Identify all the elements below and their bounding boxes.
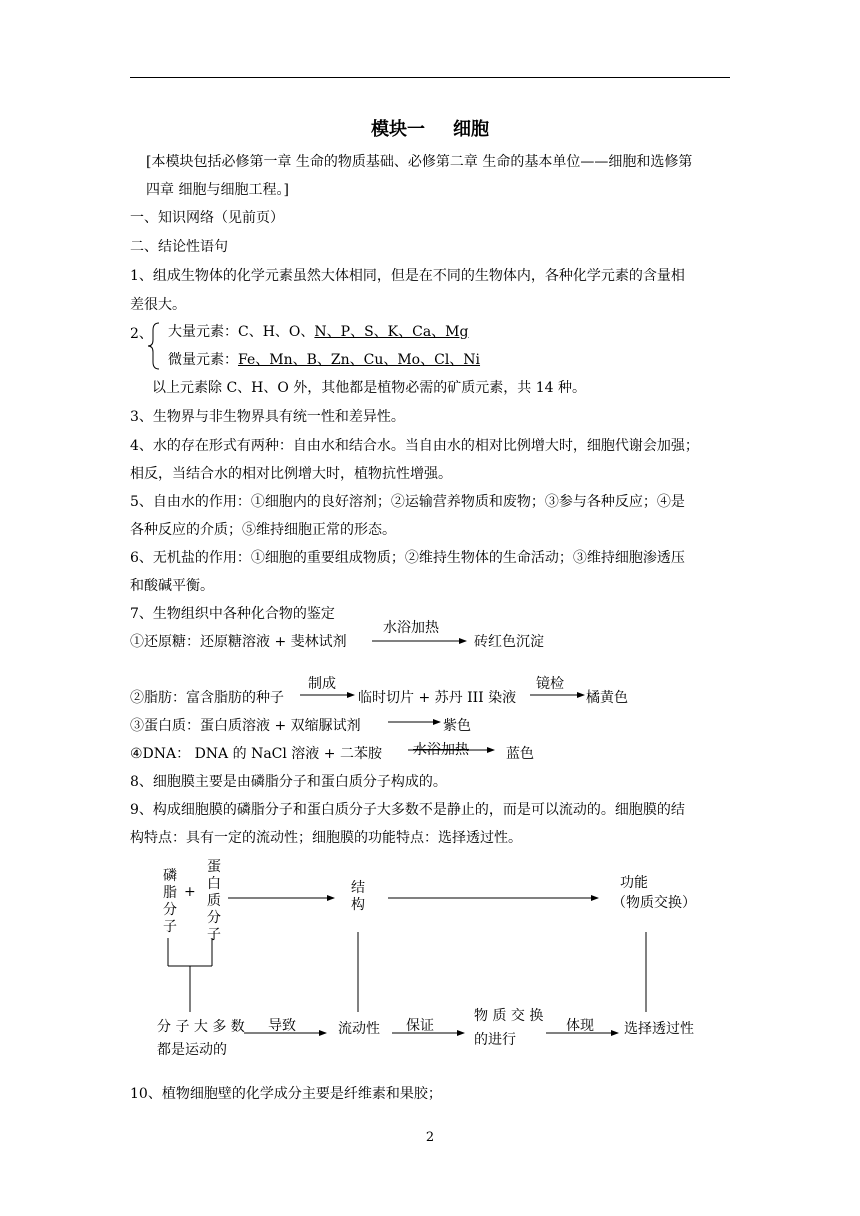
structure-label: 结构: [351, 880, 365, 913]
exchange-line-1: 物 质 交 换: [474, 1008, 544, 1024]
fat-condition-1: 制成: [308, 676, 336, 692]
point-9-line-1: 9、构成细胞膜的磷脂分子和蛋白质分子大多数不是静止的，而是可以流动的。细胞膜的结: [130, 802, 685, 818]
point-2-note: 以上元素除 C、H、O 外，其他都是植物必需的矿质元素，共 14 种。: [152, 380, 587, 396]
macro-elements: [168, 322, 468, 342]
title-part-1: 模块一: [371, 119, 425, 140]
point-10: 10、植物细胞壁的化学成分主要是纤维素和果胶；: [130, 1086, 442, 1102]
molecules-moving-line-1: 分 子 大 多 数: [157, 1019, 245, 1035]
dna-result: 蓝色: [506, 746, 534, 762]
point-8: 8、细胞膜主要是由磷脂分子和蛋白质分子构成的。: [130, 774, 447, 790]
section-2-heading: 二、结论性语句: [130, 239, 228, 255]
point-1-line-1: 1、组成生物体的化学元素虽然大体相同，但是在不同的生物体内，各种化学元素的含量相: [130, 268, 685, 284]
micro-elements: [168, 350, 480, 370]
intro-line-2: 四章 细胞与细胞工程。]: [146, 182, 289, 198]
sugar-condition: 水浴加热: [383, 620, 439, 636]
function-label: 功能: [620, 875, 648, 891]
point-6-line-1: 6、无机盐的作用：①细胞的重要组成物质；②维持生物体的生命活动；③维持细胞渗透压: [130, 550, 685, 566]
point-4-line-2: 相反，当结合水的相对比例增大时，植物抗性增强。: [130, 466, 452, 482]
function-sublabel: （物质交换）: [612, 895, 696, 911]
macro-label: 大量元素：: [168, 324, 238, 340]
sugar-result: 砖红色沉淀: [474, 634, 544, 650]
protein-reaction: ③蛋白质：蛋白质溶液 + 双缩脲试剂: [130, 718, 361, 734]
point-5-line-1: 5、自由水的作用：①细胞内的良好溶剂；②运输营养物质和废物；③参与各种反应；④是: [130, 494, 685, 510]
molecules-moving-line-2: 都是运动的: [157, 1042, 227, 1058]
page-number: 2: [425, 1130, 435, 1145]
intro-line-1: [本模块包括必修第一章 生命的物质基础、必修第二章 生命的基本单位——细胞和选修第: [146, 154, 693, 170]
protein-label: 蛋白质分子: [207, 859, 221, 943]
point-6-line-2: 和酸碱平衡。: [130, 578, 214, 594]
point-3: 3、生物界与非生物界具有统一性和差异性。: [130, 409, 405, 425]
sugar-reaction: ①还原糖：还原糖溶液 + 斐林试剂: [130, 634, 347, 650]
point-5-line-2: 各种反应的介质；⑤维持细胞正常的形态。: [130, 522, 396, 538]
point-1-line-2: 差很大。: [130, 297, 186, 313]
exchange-line-2: 的进行: [474, 1032, 516, 1048]
fat-result: 橘黄色: [586, 690, 628, 706]
title-part-2: 细胞: [453, 119, 489, 140]
fat-condition-2: 镜检: [536, 676, 564, 692]
selective-permeability-label: 选择透过性: [624, 1021, 694, 1037]
point-9-line-2: 构特点：具有一定的流动性；细胞膜的功能特点：选择透过性。: [130, 830, 522, 846]
header-rule: [130, 77, 730, 78]
ensures-label: 保证: [406, 1018, 434, 1034]
leads-to-label: 导致: [268, 1018, 296, 1034]
micro-label: 微量元素：: [168, 352, 238, 368]
fluidity-label: 流动性: [338, 1021, 380, 1037]
plus-sign: +: [184, 884, 196, 900]
point-7-heading: 7、生物组织中各种化合物的鉴定: [130, 606, 335, 622]
page-title: [130, 118, 730, 142]
dna-condition: 水浴加热: [413, 742, 469, 758]
macro-plain: C、H、O、: [238, 324, 315, 340]
point-2-number: 2、: [130, 326, 153, 342]
section-1-heading: 一、知识网络（见前页）: [130, 210, 284, 226]
micro-underlined: Fe、Mn、B、Zn、Cu、Mo、Cl、Ni: [238, 352, 481, 368]
point-4-line-1: 4、水的存在形式有两种：自由水和结合水。当自由水的相对比例增大时，细胞代谢会加强；: [130, 438, 699, 454]
phospholipid-label: 磷脂分子: [163, 868, 177, 935]
fat-reaction: ②脂肪：富含脂肪的种子: [130, 690, 284, 706]
brace-icon: [148, 322, 160, 370]
reflects-label: 体现: [566, 1018, 594, 1034]
macro-underlined: N、P、S、K、Ca、Mg: [314, 324, 469, 340]
dna-reaction: ④DNA： DNA 的 NaCl 溶液 + 二苯胺: [130, 746, 382, 762]
protein-result: 紫色: [443, 718, 471, 734]
fat-middle: 临时切片 + 苏丹 III 染液: [358, 690, 517, 706]
